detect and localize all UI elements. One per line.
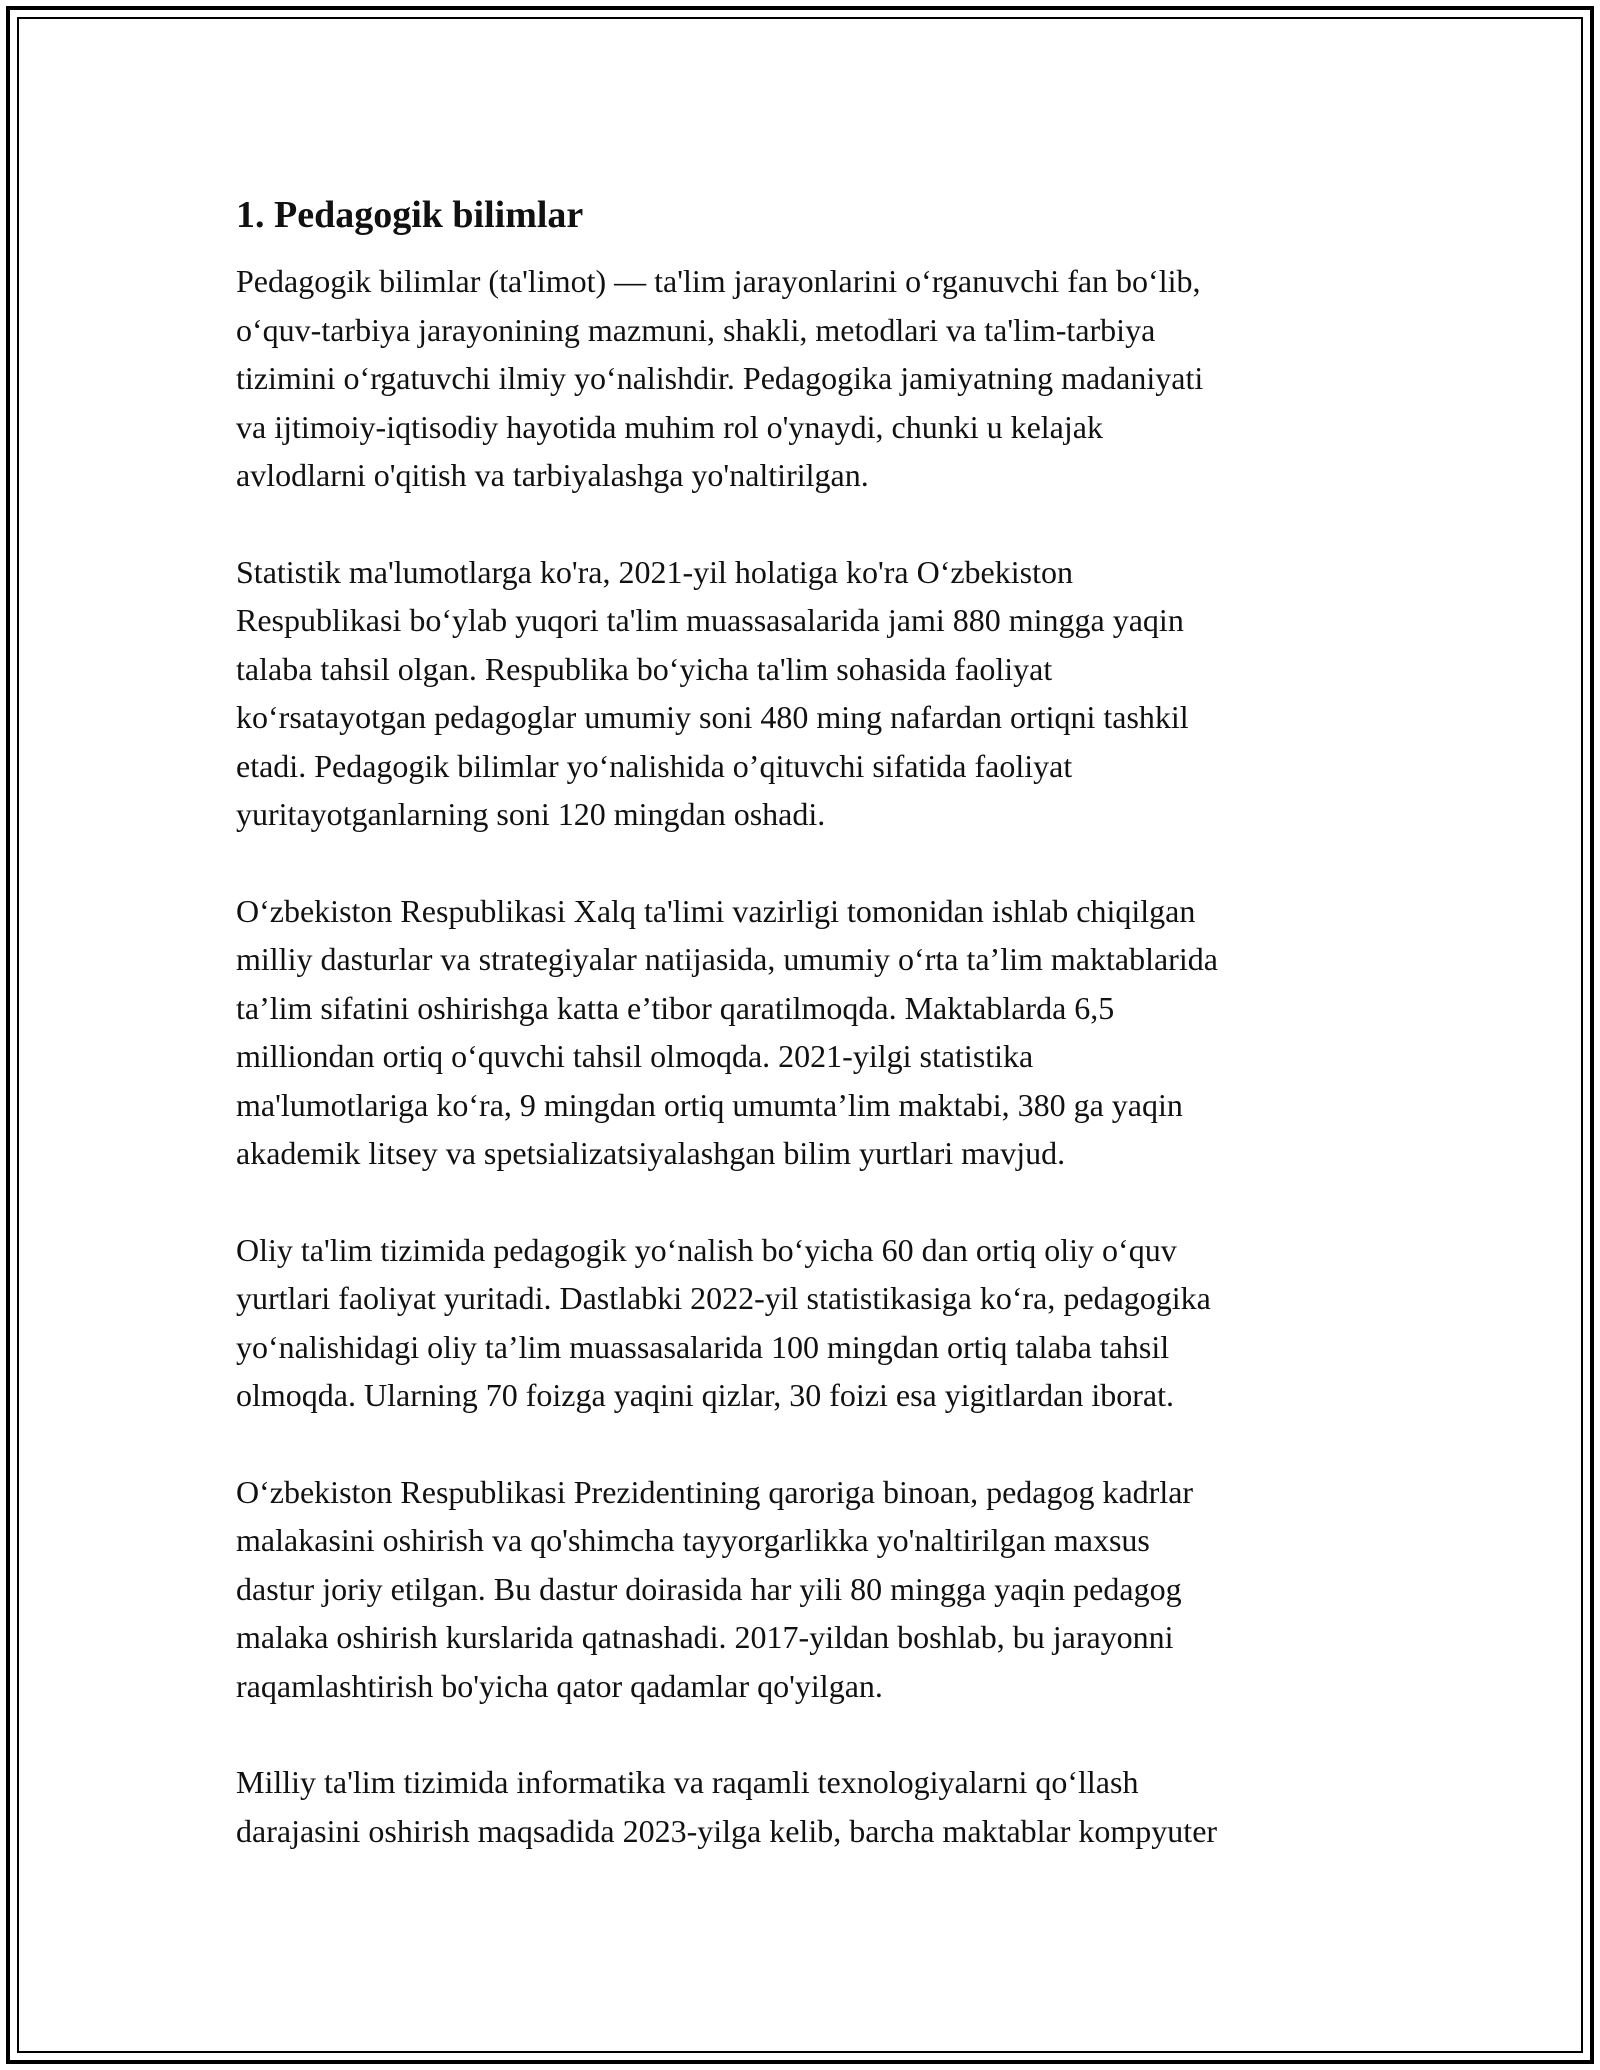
text-line: Respublikasi bo‘ylab yuqori ta'lim muassasalarida jami 880 mingga yaqin (236, 602, 1184, 638)
text-line: Pedagogik bilimlar (ta'limot) — ta'lim jarayonlarini o‘rganuvchi fan bo‘lib, (236, 263, 1201, 299)
text-line: dastur joriy etilgan. Bu dastur doirasida har yili 80 mingga yaqin pedagog (236, 1570, 1182, 1607)
text-line: yuritayotganlarning soni 120 mingdan oshadi. (236, 796, 826, 832)
paragraph-statistics (236, 500, 1406, 839)
text-line: akademik litsey va spetsializatsiyalashgan bilim yurtlari mavjud. (236, 1135, 1066, 1171)
paragraph-digital-technology (236, 1710, 1406, 1855)
text-line: ma'lumotlariga ko‘ra, 9 mingdan ortiq umumta’lim maktabi, 380 ga yaqin (236, 1086, 1183, 1123)
text-line: avlodlarni o'qitish va tarbiyalashga yo'naltirilgan. (236, 457, 869, 493)
paragraph-public-education (236, 839, 1406, 1178)
text-line: Statistik ma'lumotlarga ko'ra, 2021-yil holatiga ko'ra O‘zbekiston (236, 553, 1073, 590)
text-line: malaka oshirish kurslarida qatnashadi. 2017-yildan boshlab, bu jarayonni (236, 1619, 1174, 1655)
paragraph-teacher-training (236, 1420, 1406, 1711)
text-line: Milliy ta'lim tizimida informatika va raqamli texnologiyalarni qo‘llash (236, 1764, 1139, 1800)
text-line: tizimini o‘rgatuvchi ilmiy yo‘nalishdir. Pedagogika jamiyatning madaniyati (236, 360, 1204, 396)
text-line: O‘zbekiston Respublikasi Prezidentining qaroriga binoan, pedagog kadrlar (236, 1473, 1194, 1510)
text-line: milliy dasturlar va strategiyalar natijasida, umumiy o‘rta ta’lim maktablarida (236, 941, 1218, 977)
text-line: olmoqda. Ularning 70 foizga yaqini qizlar, 30 foizi esa yigitlardan iborat. (236, 1377, 1174, 1413)
text-line: yurtlari faoliyat yuritadi. Dastlabki 2022-yil statistikasiga ko‘ra, pedagogika (236, 1280, 1211, 1316)
paragraph-higher-education (236, 1178, 1406, 1420)
text-line: O‘zbekiston Respublikasi Xalq ta'limi vazirligi tomonidan ishlab chiqilgan (236, 892, 1196, 929)
text-line: raqamlashtirish bo'yicha qator qadamlar qo'yilgan. (236, 1667, 883, 1704)
text-line: o‘quv-tarbiya jarayonining mazmuni, shakli, metodlari va ta'lim-tarbiya (236, 311, 1156, 348)
text-line: yo‘nalishidagi oliy ta’lim muassasalarida 100 mingdan ortiq talaba tahsil (236, 1328, 1170, 1365)
document-body (236, 185, 1406, 1855)
text-line: Oliy ta'lim tizimida pedagogik yo‘nalish bo‘yicha 60 dan ortiq oliy o‘quv (236, 1231, 1177, 1268)
paragraph-intro (236, 245, 1406, 500)
text-line: ko‘rsatayotgan pedagoglar umumiy soni 480 ming nafardan ortiqni tashkil (236, 699, 1189, 735)
text-line: ta’lim sifatini oshirishga katta e’tibor qaratilmoqda. Maktablarda 6,5 (236, 989, 1115, 1026)
text-line: va ijtimoiy-iqtisodiy hayotida muhim rol o'ynaydi, chunki u kelajak (236, 408, 1103, 445)
section-heading: 1. Pedagogik bilimlar (236, 194, 584, 236)
text-line: darajasini oshirish maqsadida 2023-yilga kelib, barcha maktablar kompyuter (236, 1812, 1218, 1849)
text-line: milliondan ortiq o‘quvchi tahsil olmoqda. 2021-yilgi statistika (236, 1038, 1034, 1074)
text-line: etadi. Pedagogik bilimlar yo‘nalishida o’qituvchi sifatida faoliyat (236, 747, 1073, 784)
text-line: malakasini oshirish va qo'shimcha tayyorgarlikka yo'naltirilgan maxsus (236, 1522, 1150, 1558)
text-line: talaba tahsil olgan. Respublika bo‘yicha ta'lim sohasida faoliyat (236, 650, 1053, 687)
